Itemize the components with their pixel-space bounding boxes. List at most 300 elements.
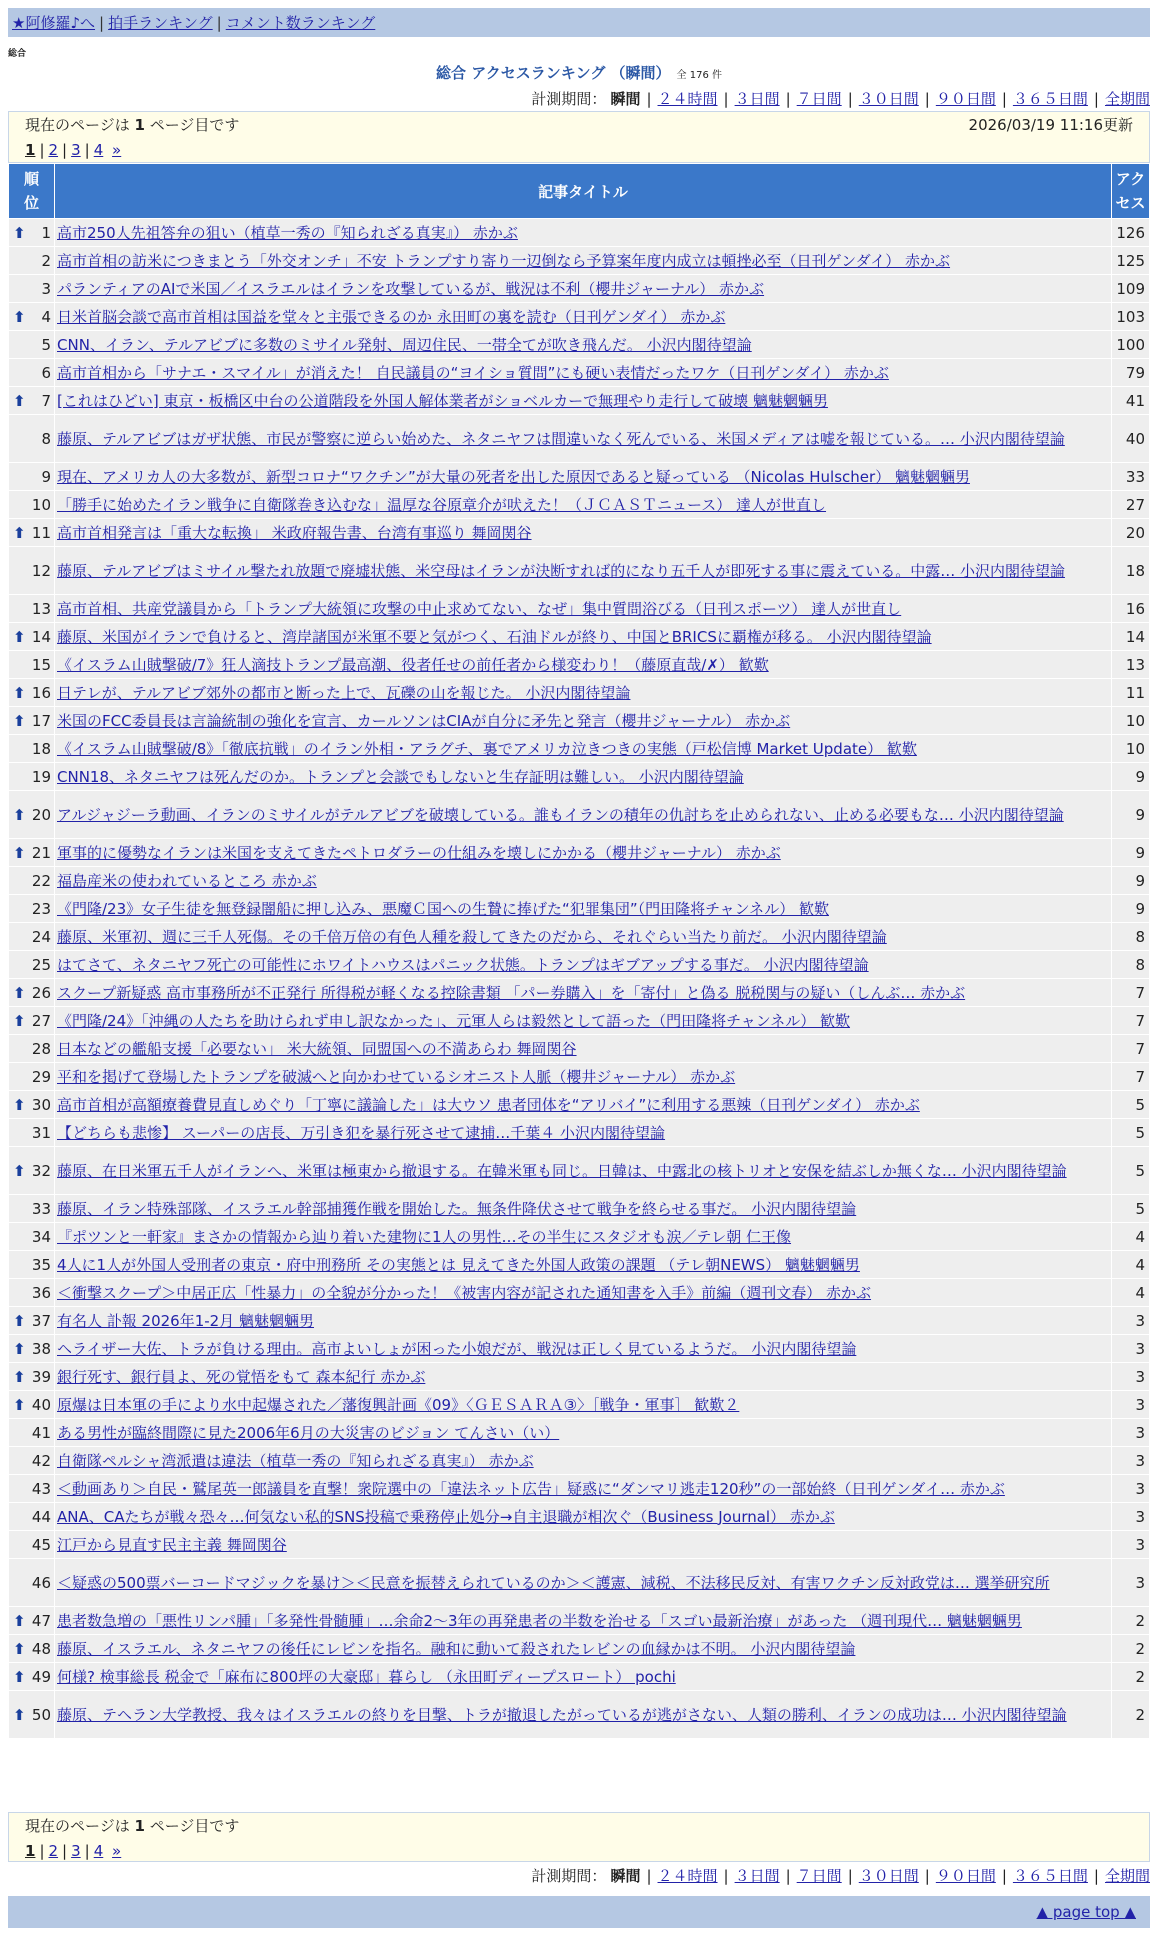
article-link[interactable]: 藤原、米国がイランで負けると、湾岸諸国が米軍不要と気がつく、石油ドルが終り、中国とBRICSに覇権が移る。 小沢内閣待望論 bbox=[57, 627, 932, 646]
rank-number: 42 bbox=[31, 1451, 51, 1470]
up-arrow-icon: ⬆ bbox=[13, 307, 26, 326]
rank-cell bbox=[9, 951, 55, 979]
title-cell bbox=[55, 951, 1112, 979]
pager-current-number: 1 bbox=[134, 1817, 145, 1835]
title-cell bbox=[55, 867, 1112, 895]
access-count: 3 bbox=[1112, 1335, 1150, 1363]
table-row bbox=[9, 707, 1150, 735]
page-link-4[interactable]: 4 bbox=[93, 1842, 104, 1860]
article-link[interactable]: 現在、アメリカ人の大多数が、新型コロナ“ワクチン”が大量の死者を出した原因であると疑っている （Nicolas Hulscher） 魑魅魍魎男 bbox=[57, 467, 970, 486]
rank-number: 39 bbox=[31, 1367, 51, 1386]
article-link[interactable]: ある男性が臨終間際に見た2006年6月の大災害のビジョン てんさい（い） bbox=[57, 1423, 560, 1442]
up-arrow-icon: ⬆ bbox=[13, 1611, 26, 1630]
access-count: 3 bbox=[1112, 1363, 1150, 1391]
article-link[interactable]: ＜疑惑の500票バーコードマジックを暴け＞＜民意を振替えられているのか＞＜護憲、減税、不法移民反対、有害ワクチン反対政党は… 選挙研究所 bbox=[57, 1573, 1050, 1592]
up-arrow-icon: ⬆ bbox=[13, 843, 26, 862]
rank-cell bbox=[9, 275, 55, 303]
title-cell bbox=[55, 651, 1112, 679]
article-link[interactable]: アルジャジーラ動画、イランのミサイルがテルアビブを破壊している。誰もイランの積年の仇討ちを止められない、止める必要もな… 小沢内閣待望論 bbox=[57, 805, 1064, 824]
period-option-1[interactable]: ３日間 bbox=[734, 90, 780, 108]
article-link[interactable]: 《門隆/23》女子生徒を無登録闇船に押し込み、悪魔Ｃ国への生贄に捧げた“犯罪集団”（門田隆将チャンネル） 歓歎 bbox=[57, 899, 829, 918]
table-row bbox=[9, 895, 1150, 923]
rank-cell bbox=[9, 1447, 55, 1475]
page-link-4[interactable]: 4 bbox=[93, 141, 104, 159]
rank-number: 29 bbox=[31, 1067, 51, 1086]
rank-number: 47 bbox=[31, 1611, 51, 1630]
up-arrow-icon: ⬆ bbox=[13, 683, 26, 702]
table-row bbox=[9, 1195, 1150, 1223]
table-row bbox=[9, 275, 1150, 303]
up-arrow-icon: ⬆ bbox=[13, 983, 26, 1002]
access-count: 9 bbox=[1112, 867, 1150, 895]
title-cell bbox=[55, 1607, 1112, 1635]
article-link[interactable]: 《門隆/24》「沖縄の人たちを助けられず申し訳なかった」、元軍人らは毅然として語った（門田隆将チャンネル） 歓歎 bbox=[57, 1011, 851, 1030]
access-count: 3 bbox=[1112, 1531, 1150, 1559]
period-separator: | bbox=[785, 1867, 791, 1885]
up-arrow-icon: ⬆ bbox=[13, 1011, 26, 1030]
rank-cell bbox=[9, 247, 55, 275]
rank-cell bbox=[9, 1363, 55, 1391]
period-separator: | bbox=[723, 1867, 729, 1885]
rank-number: 3 bbox=[41, 279, 51, 298]
period-option-2[interactable]: ７日間 bbox=[796, 1867, 842, 1885]
pager-text-post: ページ目です bbox=[149, 116, 240, 134]
access-count: 9 bbox=[1112, 791, 1150, 839]
updated-time: 2026/03/19 11:16更新 bbox=[968, 116, 1133, 134]
page-next-link[interactable]: » bbox=[112, 1842, 122, 1860]
title-cell bbox=[55, 219, 1112, 247]
access-count: 18 bbox=[1112, 547, 1150, 595]
article-link[interactable]: 日米首脳会談で高市首相は国益を堂々と主張できるのか 永田町の裏を読む（日刊ゲンダイ） 赤かぶ bbox=[57, 307, 726, 326]
article-link[interactable]: パランティアのAIで米国／イスラエルはイランを攻撃しているが、戦況は不利（櫻井ジャーナル） 赤かぶ bbox=[57, 279, 765, 298]
category-label: 総合 bbox=[8, 49, 27, 59]
title-cell bbox=[55, 735, 1112, 763]
article-link[interactable]: 軍事的に優勢なイランは米国を支えてきたペトロダラーの仕組みを壊しにかかる（櫻井ジャーナル） 赤かぶ bbox=[57, 843, 781, 862]
up-arrow-icon: ⬆ bbox=[13, 1311, 26, 1330]
rank-number: 8 bbox=[41, 429, 51, 448]
period-option-4[interactable]: ９０日間 bbox=[935, 90, 996, 108]
article-link[interactable]: ＜衝撃スクープ＞中居正広「性暴力」の全貌が分かった！《被害内容が記された通知書を入手》前編（週刊文春） 赤かぶ bbox=[57, 1283, 872, 1302]
pager-status bbox=[25, 112, 1133, 138]
table-row bbox=[9, 463, 1150, 491]
rank-number: 45 bbox=[31, 1535, 51, 1554]
table-row bbox=[9, 219, 1150, 247]
table-row bbox=[9, 1007, 1150, 1035]
access-count: 41 bbox=[1112, 387, 1150, 415]
access-count: 125 bbox=[1112, 247, 1150, 275]
table-row bbox=[9, 1447, 1150, 1475]
article-link[interactable]: 4人に1人が外国人受刑者の東京・府中刑務所 その実態とは 見えてきた外国人政策の課題 （テレ朝NEWS） 魑魅魍魎男 bbox=[57, 1255, 860, 1274]
table-row bbox=[9, 839, 1150, 867]
up-arrow-icon: ⬆ bbox=[13, 1705, 26, 1724]
article-link[interactable]: [これはひどい] 東京・板橋区中台の公道階段を外国人解体業者がショベルカーで無理やり走行して破壊 魑魅魍魎男 bbox=[57, 391, 828, 410]
title-cell bbox=[55, 1063, 1112, 1091]
access-count: 2 bbox=[1112, 1607, 1150, 1635]
period-separator: | bbox=[1001, 1867, 1007, 1885]
period-option-6[interactable]: 全期間 bbox=[1104, 1867, 1150, 1885]
article-link[interactable]: 藤原、テヘラン大学教授、我々はイスラエルの終りを目撃、トラが撤退したがっているが逃がさない、人類の勝利、イランの成功は… 小沢内閣待望論 bbox=[57, 1705, 1067, 1724]
rank-cell bbox=[9, 651, 55, 679]
article-link[interactable]: 銀行死す、銀行員よ、死の覚悟をもて 森本紀行 赤かぶ bbox=[57, 1367, 426, 1386]
table-row bbox=[9, 763, 1150, 791]
table-row bbox=[9, 331, 1150, 359]
table-row bbox=[9, 1475, 1150, 1503]
up-arrow-icon: ⬆ bbox=[13, 523, 26, 542]
article-link[interactable]: 藤原、テルアビブはミサイル撃たれ放題で廃墟状態、米空母はイランが決断すれば的になり五千人が即死する事に震えている。中露… 小沢内閣待望論 bbox=[57, 561, 1065, 580]
article-link[interactable]: 『ポツンと一軒家』まさかの情報から辿り着いた建物に1人の男性…その半生にスタジオも涙／テレ朝 仁王像 bbox=[57, 1227, 792, 1246]
title-cell bbox=[55, 519, 1112, 547]
rank-cell bbox=[9, 867, 55, 895]
rank-cell bbox=[9, 679, 55, 707]
home-link[interactable]: ★阿修羅♪へ bbox=[12, 14, 96, 32]
rank-cell bbox=[9, 1503, 55, 1531]
rank-cell bbox=[9, 491, 55, 519]
rank-cell bbox=[9, 735, 55, 763]
rank-cell bbox=[9, 595, 55, 623]
period-separator: | bbox=[723, 90, 729, 108]
table-row bbox=[9, 547, 1150, 595]
rank-number: 27 bbox=[31, 1011, 51, 1030]
page-separator: | bbox=[62, 141, 68, 159]
page-current: 1 bbox=[25, 141, 36, 159]
rank-number: 21 bbox=[31, 843, 51, 862]
clap-ranking-link[interactable]: 拍手ランキング bbox=[108, 14, 213, 32]
article-link[interactable]: 日テレが、テルアビブ郊外の都市と断った上で、瓦礫の山を報じた。 小沢内閣待望論 bbox=[57, 683, 631, 702]
table-row bbox=[9, 1559, 1150, 1607]
table-row bbox=[9, 979, 1150, 1007]
rank-cell bbox=[9, 1063, 55, 1091]
title-cell bbox=[55, 1251, 1112, 1279]
access-count: 79 bbox=[1112, 359, 1150, 387]
rank-cell bbox=[9, 1223, 55, 1251]
col-header-rank: 順位 bbox=[9, 164, 55, 219]
title-cell bbox=[55, 1147, 1112, 1195]
rank-number: 40 bbox=[31, 1395, 51, 1414]
rank-number: 46 bbox=[31, 1573, 51, 1592]
pager-text-pre: 現在のページは bbox=[25, 116, 130, 134]
page-link-2[interactable]: 2 bbox=[48, 141, 59, 159]
table-row bbox=[9, 1531, 1150, 1559]
title-cell bbox=[55, 707, 1112, 735]
article-link[interactable]: 米国のFCC委員長は言論統制の強化を宣言、カールソンはCIAが自分に矛先と発言（櫻井ジャーナル） 赤かぶ bbox=[57, 711, 791, 730]
up-arrow-icon: ⬆ bbox=[13, 1639, 26, 1658]
access-count: 126 bbox=[1112, 219, 1150, 247]
rank-number: 15 bbox=[31, 655, 51, 674]
article-link[interactable]: 藤原、米軍初、週に三千人死傷。その千倍万倍の有色人種を殺してきたのだから、それぐらい当たり前だ。 小沢内閣待望論 bbox=[57, 927, 887, 946]
period-option-5[interactable]: ３６５日間 bbox=[1012, 1867, 1088, 1885]
article-link[interactable]: 有名人 訃報 2026年1-2月 魑魅魍魎男 bbox=[57, 1311, 314, 1330]
table-row bbox=[9, 1251, 1150, 1279]
rank-number: 22 bbox=[31, 871, 51, 890]
access-count: 7 bbox=[1112, 1063, 1150, 1091]
rank-number: 19 bbox=[31, 767, 51, 786]
rank-number: 33 bbox=[31, 1199, 51, 1218]
period-separator: | bbox=[924, 1867, 930, 1885]
rank-number: 14 bbox=[31, 627, 51, 646]
table-row bbox=[9, 387, 1150, 415]
rank-cell bbox=[9, 1007, 55, 1035]
rank-number: 7 bbox=[41, 391, 51, 410]
rank-number: 24 bbox=[31, 927, 51, 946]
title-cell bbox=[55, 1195, 1112, 1223]
rank-number: 20 bbox=[31, 805, 51, 824]
access-count: 10 bbox=[1112, 735, 1150, 763]
article-link[interactable]: 高市首相が高額療養費見直しめぐり「丁寧に議論した」は大ウソ 患者団体を“アリバイ”に利用する悪辣（日刊ゲンダイ） 赤かぶ bbox=[57, 1095, 920, 1114]
period-option-5[interactable]: ３６５日間 bbox=[1012, 90, 1088, 108]
title-cell bbox=[55, 679, 1112, 707]
up-arrow-icon: ⬆ bbox=[13, 805, 26, 824]
page-title bbox=[0, 62, 1158, 83]
up-arrow-icon: ⬆ bbox=[13, 1395, 26, 1414]
rank-number: 37 bbox=[31, 1311, 51, 1330]
article-link[interactable]: 藤原、テルアビブはガザ状態、市民が警察に逆らい始めた、ネタニヤフは間違いなく死んでいる、米国メディアは嘘を報じている。… 小沢内閣待望論 bbox=[57, 429, 1065, 448]
article-link[interactable]: 【どちらも悲惨】 スーパーの店長、万引き犯を暴行死させて逮捕…千葉４ 小沢内閣待望論 bbox=[57, 1123, 666, 1142]
rank-cell bbox=[9, 979, 55, 1007]
access-count: 13 bbox=[1112, 651, 1150, 679]
rank-cell bbox=[9, 763, 55, 791]
up-arrow-icon: ⬆ bbox=[13, 627, 26, 646]
page-link-3[interactable]: 3 bbox=[71, 1842, 81, 1860]
period-option-6[interactable]: 全期間 bbox=[1104, 90, 1150, 108]
article-link[interactable]: ヘライザー大佐、トラが負ける理由。高市よいしょが困った小娘だが、戦況は正しく見ているようだ。 小沢内閣待望論 bbox=[57, 1339, 857, 1358]
article-link[interactable]: 藤原、イスラエル、ネタニヤフの後任にレビンを指名。融和に動いて殺されたレビンの血縁かは不明。 小沢内閣待望論 bbox=[57, 1639, 856, 1658]
title-cell bbox=[55, 387, 1112, 415]
table-row bbox=[9, 1663, 1150, 1691]
rank-number: 6 bbox=[41, 363, 51, 382]
table-row bbox=[9, 951, 1150, 979]
rank-cell bbox=[9, 1663, 55, 1691]
title-cell bbox=[55, 491, 1112, 519]
table-row bbox=[9, 623, 1150, 651]
table-row bbox=[9, 1063, 1150, 1091]
article-link[interactable]: 高市首相発言は「重大な転換」 米政府報告書、台湾有事巡り 舞岡関谷 bbox=[57, 523, 532, 542]
rank-cell bbox=[9, 791, 55, 839]
period-option-0[interactable]: ２４時間 bbox=[657, 90, 718, 108]
title-cell bbox=[55, 623, 1112, 651]
table-row bbox=[9, 1307, 1150, 1335]
period-option-2[interactable]: ７日間 bbox=[796, 90, 842, 108]
title-cell bbox=[55, 1335, 1112, 1363]
period-selector-top bbox=[531, 88, 1150, 109]
access-count: 100 bbox=[1112, 331, 1150, 359]
page-separator: | bbox=[39, 141, 45, 159]
page-top-link[interactable]: ▲ page top ▲ bbox=[1036, 1903, 1136, 1921]
title-cell bbox=[55, 1663, 1112, 1691]
rank-cell bbox=[9, 895, 55, 923]
period-option-3[interactable]: ３０日間 bbox=[858, 1867, 919, 1885]
access-count: 9 bbox=[1112, 895, 1150, 923]
up-arrow-icon: ⬆ bbox=[13, 1161, 26, 1180]
article-link[interactable]: はてさて、ネタニヤフ死亡の可能性にホワイトハウスはパニック状態。トランプはギブアップする事だ。 小沢内閣待望論 bbox=[57, 955, 869, 974]
article-link[interactable]: 高市250人先祖答弁の狙い（植草一秀の『知られざる真実』） 赤かぶ bbox=[57, 223, 518, 242]
article-link[interactable]: ANA、CAたちが戦々恐々…何気ない私的SNS投稿で乗務停止処分→自主退職が相次ぐ（Business Journal） 赤かぶ bbox=[57, 1507, 835, 1526]
article-link[interactable]: 福島産米の使われているところ 赤かぶ bbox=[57, 871, 317, 890]
table-row bbox=[9, 867, 1150, 895]
page-links bbox=[25, 138, 1133, 164]
rank-number: 43 bbox=[31, 1479, 51, 1498]
rank-cell bbox=[9, 1251, 55, 1279]
article-link[interactable]: 《イスラム山賊撃破/7》狂人滴技トランプ最高潮、役者任せの前任者から様変わり！（藤原直哉/✗） 歓歎 bbox=[57, 655, 769, 674]
rank-cell bbox=[9, 1635, 55, 1663]
page-link-3[interactable]: 3 bbox=[71, 141, 81, 159]
table-row bbox=[9, 519, 1150, 547]
access-count: 3 bbox=[1112, 1307, 1150, 1335]
article-link[interactable]: 「勝手に始めたイラン戦争に自衛隊巻き込むな」温厚な谷原章介が吠えた！（ＪＣＡＳＴニュース） 達人が世直し bbox=[57, 495, 827, 514]
page-link-2[interactable]: 2 bbox=[48, 1842, 59, 1860]
article-link[interactable]: スクープ新疑惑 高市事務所が不正発行 所得税が軽くなる控除書類 「パー券購入」を「寄付」と偽る 脱税関与の疑い（しんぶ… 赤かぶ bbox=[57, 983, 966, 1002]
title-cell bbox=[55, 791, 1112, 839]
article-link[interactable]: 平和を掲げて登場したトランプを破滅へと向かわせているシオニスト人脈（櫻井ジャーナル） 赤かぶ bbox=[57, 1067, 736, 1086]
pager-text-post: ページ目です bbox=[149, 1817, 240, 1835]
access-count: 5 bbox=[1112, 1147, 1150, 1195]
table-row bbox=[9, 1419, 1150, 1447]
pager-current-number: 1 bbox=[134, 116, 145, 134]
article-link[interactable]: 原爆は日本軍の手により水中起爆された／藩復興計画《09》〈ＧＥＳＡＲＡ③〉［戦争・軍事］ 歓歎２ bbox=[57, 1395, 740, 1414]
access-count: 3 bbox=[1112, 1475, 1150, 1503]
pager-top bbox=[8, 111, 1150, 163]
access-count: 33 bbox=[1112, 463, 1150, 491]
title-cell bbox=[55, 1447, 1112, 1475]
comment-ranking-link[interactable]: コメント数ランキング bbox=[225, 14, 376, 32]
article-link[interactable]: CNN18、ネタニヤフは死んだのか。トランプと会談でもしないと生存証明は難しい。 小沢内閣待望論 bbox=[57, 767, 744, 786]
access-count: 2 bbox=[1112, 1691, 1150, 1739]
access-count: 27 bbox=[1112, 491, 1150, 519]
rank-cell bbox=[9, 1607, 55, 1635]
table-row bbox=[9, 1223, 1150, 1251]
rank-cell bbox=[9, 1307, 55, 1335]
table-row bbox=[9, 1119, 1150, 1147]
table-row bbox=[9, 303, 1150, 331]
article-link[interactable]: 高市首相から「サナエ・スマイル」が消えた！ 自民議員の“ヨイショ質問”にも硬い表情だったワケ（日刊ゲンダイ） 赤かぶ bbox=[57, 363, 889, 382]
article-link[interactable]: 自衛隊ペルシャ湾派遣は違法（植草一秀の『知られざる真実』） 赤かぶ bbox=[57, 1451, 534, 1470]
rank-number: 31 bbox=[31, 1123, 51, 1142]
title-cell bbox=[55, 979, 1112, 1007]
rank-cell bbox=[9, 519, 55, 547]
rank-cell bbox=[9, 547, 55, 595]
article-link[interactable]: 高市首相の訪米につきまとう「外交オンチ」不安 トランプすり寄り一辺倒なら予算案年度内成立は頓挫必至（日刊ゲンダイ） 赤かぶ bbox=[57, 251, 951, 270]
rank-number: 35 bbox=[31, 1255, 51, 1274]
table-row bbox=[9, 415, 1150, 463]
rank-cell bbox=[9, 387, 55, 415]
rank-number: 17 bbox=[31, 711, 51, 730]
article-link[interactable]: 高市首相、共産党議員から「トランプ大統領に攻撃の中止求めてない、なぜ」集中質問浴びる（日刊スポーツ） 達人が世直し bbox=[57, 599, 902, 618]
rank-cell bbox=[9, 1119, 55, 1147]
ranking-title: 総合 アクセスランキング （瞬間） bbox=[436, 64, 671, 82]
rank-number: 50 bbox=[31, 1705, 51, 1724]
table-row bbox=[9, 735, 1150, 763]
period-separator: | bbox=[1093, 90, 1099, 108]
period-option-3[interactable]: ３０日間 bbox=[858, 90, 919, 108]
period-separator: | bbox=[847, 1867, 853, 1885]
access-count: 16 bbox=[1112, 595, 1150, 623]
table-row bbox=[9, 1391, 1150, 1419]
period-option-4[interactable]: ９０日間 bbox=[935, 1867, 996, 1885]
period-separator: | bbox=[785, 90, 791, 108]
period-separator: | bbox=[646, 90, 652, 108]
period-current: 瞬間 bbox=[610, 90, 641, 108]
article-link[interactable]: 患者数急増の「悪性リンパ腫」「多発性骨髄腫」…余命2～3年の再発患者の半数を治せる「スゴい最新治療」があった （週刊現代… 魑魅魍魎男 bbox=[57, 1611, 1022, 1630]
title-cell bbox=[55, 895, 1112, 923]
title-cell bbox=[55, 1391, 1112, 1419]
nav-separator: | bbox=[216, 14, 222, 32]
rank-cell bbox=[9, 1035, 55, 1063]
rank-number: 11 bbox=[31, 523, 51, 542]
access-count: 20 bbox=[1112, 519, 1150, 547]
up-arrow-icon: ⬆ bbox=[13, 1367, 26, 1386]
access-count: 11 bbox=[1112, 679, 1150, 707]
article-link[interactable]: CNN、イラン、テルアビブに多数のミサイル発射、周辺住民、一帯全てが吹き飛んだ。 小沢内閣待望論 bbox=[57, 335, 752, 354]
nav-separator: | bbox=[99, 14, 105, 32]
rank-cell bbox=[9, 1147, 55, 1195]
article-link[interactable]: 日本などの艦船支援「必要ない」 米大統領、同盟国への不満あらわ 舞岡関谷 bbox=[57, 1039, 577, 1058]
title-cell bbox=[55, 331, 1112, 359]
access-count: 5 bbox=[1112, 1091, 1150, 1119]
pager-bottom bbox=[8, 1812, 1150, 1862]
rank-cell bbox=[9, 1419, 55, 1447]
title-cell bbox=[55, 415, 1112, 463]
page-next-link[interactable]: » bbox=[112, 141, 122, 159]
rank-number: 16 bbox=[31, 683, 51, 702]
access-count: 7 bbox=[1112, 979, 1150, 1007]
access-count: 3 bbox=[1112, 1391, 1150, 1419]
col-header-access: アクセス bbox=[1112, 164, 1150, 219]
rank-number: 41 bbox=[31, 1423, 51, 1442]
title-cell bbox=[55, 359, 1112, 387]
article-link[interactable]: 江戸から見直す民主主義 舞岡関谷 bbox=[57, 1535, 287, 1554]
up-arrow-icon: ⬆ bbox=[13, 1339, 26, 1358]
period-current: 瞬間 bbox=[610, 1867, 641, 1885]
access-count: 5 bbox=[1112, 1119, 1150, 1147]
period-option-0[interactable]: ２４時間 bbox=[657, 1867, 718, 1885]
article-link[interactable]: 藤原、イラン特殊部隊、イスラエル幹部捕獲作戦を開始した。無条件降伏させて戦争を終らせる事だ。 小沢内閣待望論 bbox=[57, 1199, 857, 1218]
table-row bbox=[9, 1363, 1150, 1391]
table-row bbox=[9, 1635, 1150, 1663]
article-link[interactable]: 何様? 検事総長 税金で「麻布に800坪の大豪邸」暮らし （永田町ディープスロート） pochi bbox=[57, 1667, 676, 1686]
col-header-title: 記事タイトル bbox=[55, 164, 1112, 219]
table-row bbox=[9, 491, 1150, 519]
rank-number: 9 bbox=[41, 467, 51, 486]
top-nav-bar bbox=[8, 8, 1150, 37]
rank-cell bbox=[9, 1279, 55, 1307]
article-link[interactable]: ＜動画あり＞自民・鷲尾英一郎議員を直撃！衆院選中の「違法ネット広告」疑惑に“ダンマリ逃走120秒”の一部始終（日刊ゲンダイ… 赤かぶ bbox=[57, 1479, 1005, 1498]
up-arrow-icon: ⬆ bbox=[13, 1095, 26, 1114]
rank-cell bbox=[9, 923, 55, 951]
title-cell bbox=[55, 1363, 1112, 1391]
period-option-1[interactable]: ３日間 bbox=[734, 1867, 780, 1885]
title-cell bbox=[55, 1419, 1112, 1447]
up-arrow-icon: ⬆ bbox=[13, 1667, 26, 1686]
table-row bbox=[9, 359, 1150, 387]
access-count: 14 bbox=[1112, 623, 1150, 651]
rank-number: 1 bbox=[41, 223, 51, 242]
rank-number: 44 bbox=[31, 1507, 51, 1526]
table-row bbox=[9, 1147, 1150, 1195]
title-cell bbox=[55, 1035, 1112, 1063]
article-link[interactable]: 《イスラム山賊撃破/8》「徹底抗戦」のイラン外相・アラグチ、裏でアメリカ泣きつきの実態（戸松信博 Market Update） 歓歎 bbox=[57, 739, 917, 758]
access-count: 7 bbox=[1112, 1035, 1150, 1063]
access-count: 3 bbox=[1112, 1419, 1150, 1447]
rank-cell bbox=[9, 219, 55, 247]
period-separator: | bbox=[646, 1867, 652, 1885]
period-selector-bottom bbox=[531, 1865, 1150, 1886]
access-count: 10 bbox=[1112, 707, 1150, 735]
rank-number: 18 bbox=[31, 739, 51, 758]
article-link[interactable]: 藤原、在日米軍五千人がイランへ、米軍は極東から撤退する。在韓米軍も同じ。日韓は、中露北の核トリオと安保を結ぶしか無くな… 小沢内閣待望論 bbox=[57, 1161, 1067, 1180]
footer-bar bbox=[8, 1896, 1150, 1928]
access-count: 40 bbox=[1112, 415, 1150, 463]
rank-number: 13 bbox=[31, 599, 51, 618]
up-arrow-icon: ⬆ bbox=[13, 711, 26, 730]
